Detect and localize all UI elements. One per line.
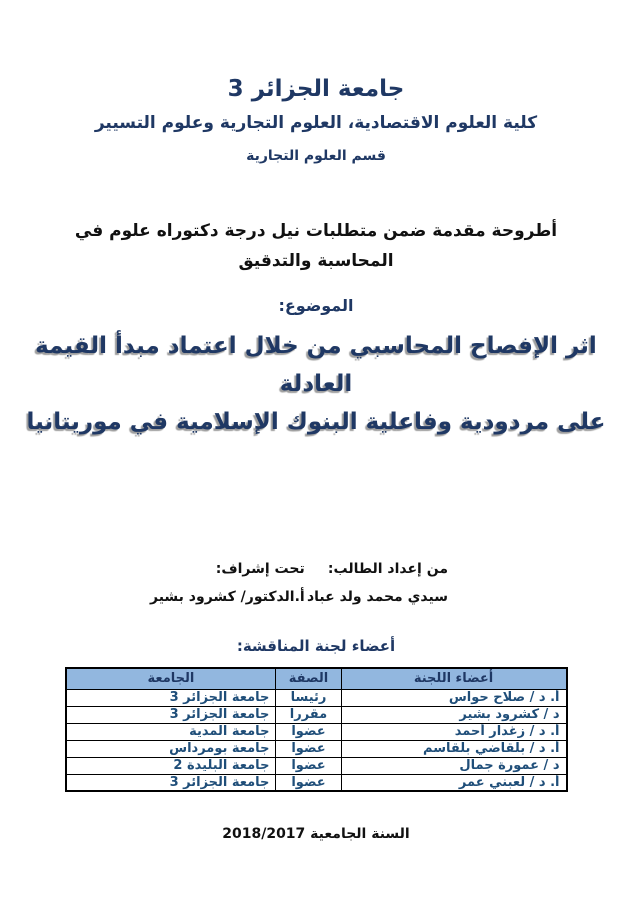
member-name-cell: أ. د / لعبني عمر	[341, 774, 566, 791]
member-name-cell: أ. د / زغدار أحمد	[341, 723, 566, 740]
member-role-cell: مقررا	[276, 706, 341, 723]
student-name: سيدي محمد ولد عباد	[306, 589, 448, 605]
people-row	[0, 555, 632, 611]
committee-table	[65, 667, 568, 792]
thesis-title-line2: على مردودية وفاعلية البنوك الإسلامية في موريتانيا	[26, 409, 606, 435]
column-header-university: الجامعة	[66, 668, 276, 689]
member-university-cell: جامعة المدية	[66, 723, 276, 740]
column-header-members: أعضاء اللجنة	[341, 668, 566, 689]
student-label: من إعداد الطالب:	[327, 561, 448, 577]
supervisor-block	[150, 555, 305, 611]
table-row	[66, 757, 567, 774]
table-row	[66, 689, 567, 706]
member-name-cell: أ. د / صلاح حواس	[341, 689, 566, 706]
member-university-cell: جامعة بومرداس	[66, 740, 276, 757]
thesis-title-line1: اثر الإفصاح المحاسبي من خلال اعتماد مبدأ القيمة العادلة	[35, 333, 597, 397]
member-university-cell: جامعة البليدة 2	[66, 757, 276, 774]
thesis-title	[0, 327, 632, 441]
member-name-cell: د / كشرود بشير	[341, 706, 566, 723]
member-university-cell: جامعة الجزائر 3	[66, 706, 276, 723]
table-row	[66, 740, 567, 757]
subject-label: الموضوع:	[278, 296, 354, 315]
member-role-cell: عضوا	[276, 757, 341, 774]
member-role-cell: عضوا	[276, 774, 341, 791]
committee-table-header-row	[66, 668, 567, 689]
university-name: جامعة الجزائر 3	[227, 76, 405, 102]
thesis-statement	[0, 216, 632, 276]
member-university-cell: جامعة الجزائر 3	[66, 774, 276, 791]
faculty-name: كلية العلوم الاقتصادية، العلوم التجارية وعلوم التسيير	[94, 113, 538, 133]
academic-year: السنة الجامعية 2018/2017	[222, 826, 410, 842]
member-role-cell: عضوا	[276, 740, 341, 757]
student-block	[307, 555, 448, 611]
member-name-cell: أ. د / بلقاضي بلقاسم	[341, 740, 566, 757]
table-row	[66, 706, 567, 723]
member-role-cell: رئيسا	[276, 689, 341, 706]
member-name-cell: د / عمورة جمال	[341, 757, 566, 774]
thesis-statement-line1: أطروحة مقدمة ضمن متطلبات نيل درجة دكتوراه علوم في	[74, 221, 558, 241]
supervisor-label: تحت إشراف:	[215, 561, 305, 577]
supervisor-name: أ.الدكتور/ كشرود بشير	[150, 589, 305, 605]
committee-section-title: أعضاء لجنة المناقشة:	[236, 637, 396, 655]
thesis-statement-line2: المحاسبة والتدقيق	[238, 251, 394, 271]
table-row	[66, 774, 567, 791]
member-university-cell: جامعة الجزائر 3	[66, 689, 276, 706]
committee-table-body	[66, 689, 567, 791]
member-role-cell: عضوا	[276, 723, 341, 740]
table-row	[66, 723, 567, 740]
column-header-role: الصفة	[276, 668, 341, 689]
department-name: قسم العلوم التجارية	[246, 148, 386, 164]
